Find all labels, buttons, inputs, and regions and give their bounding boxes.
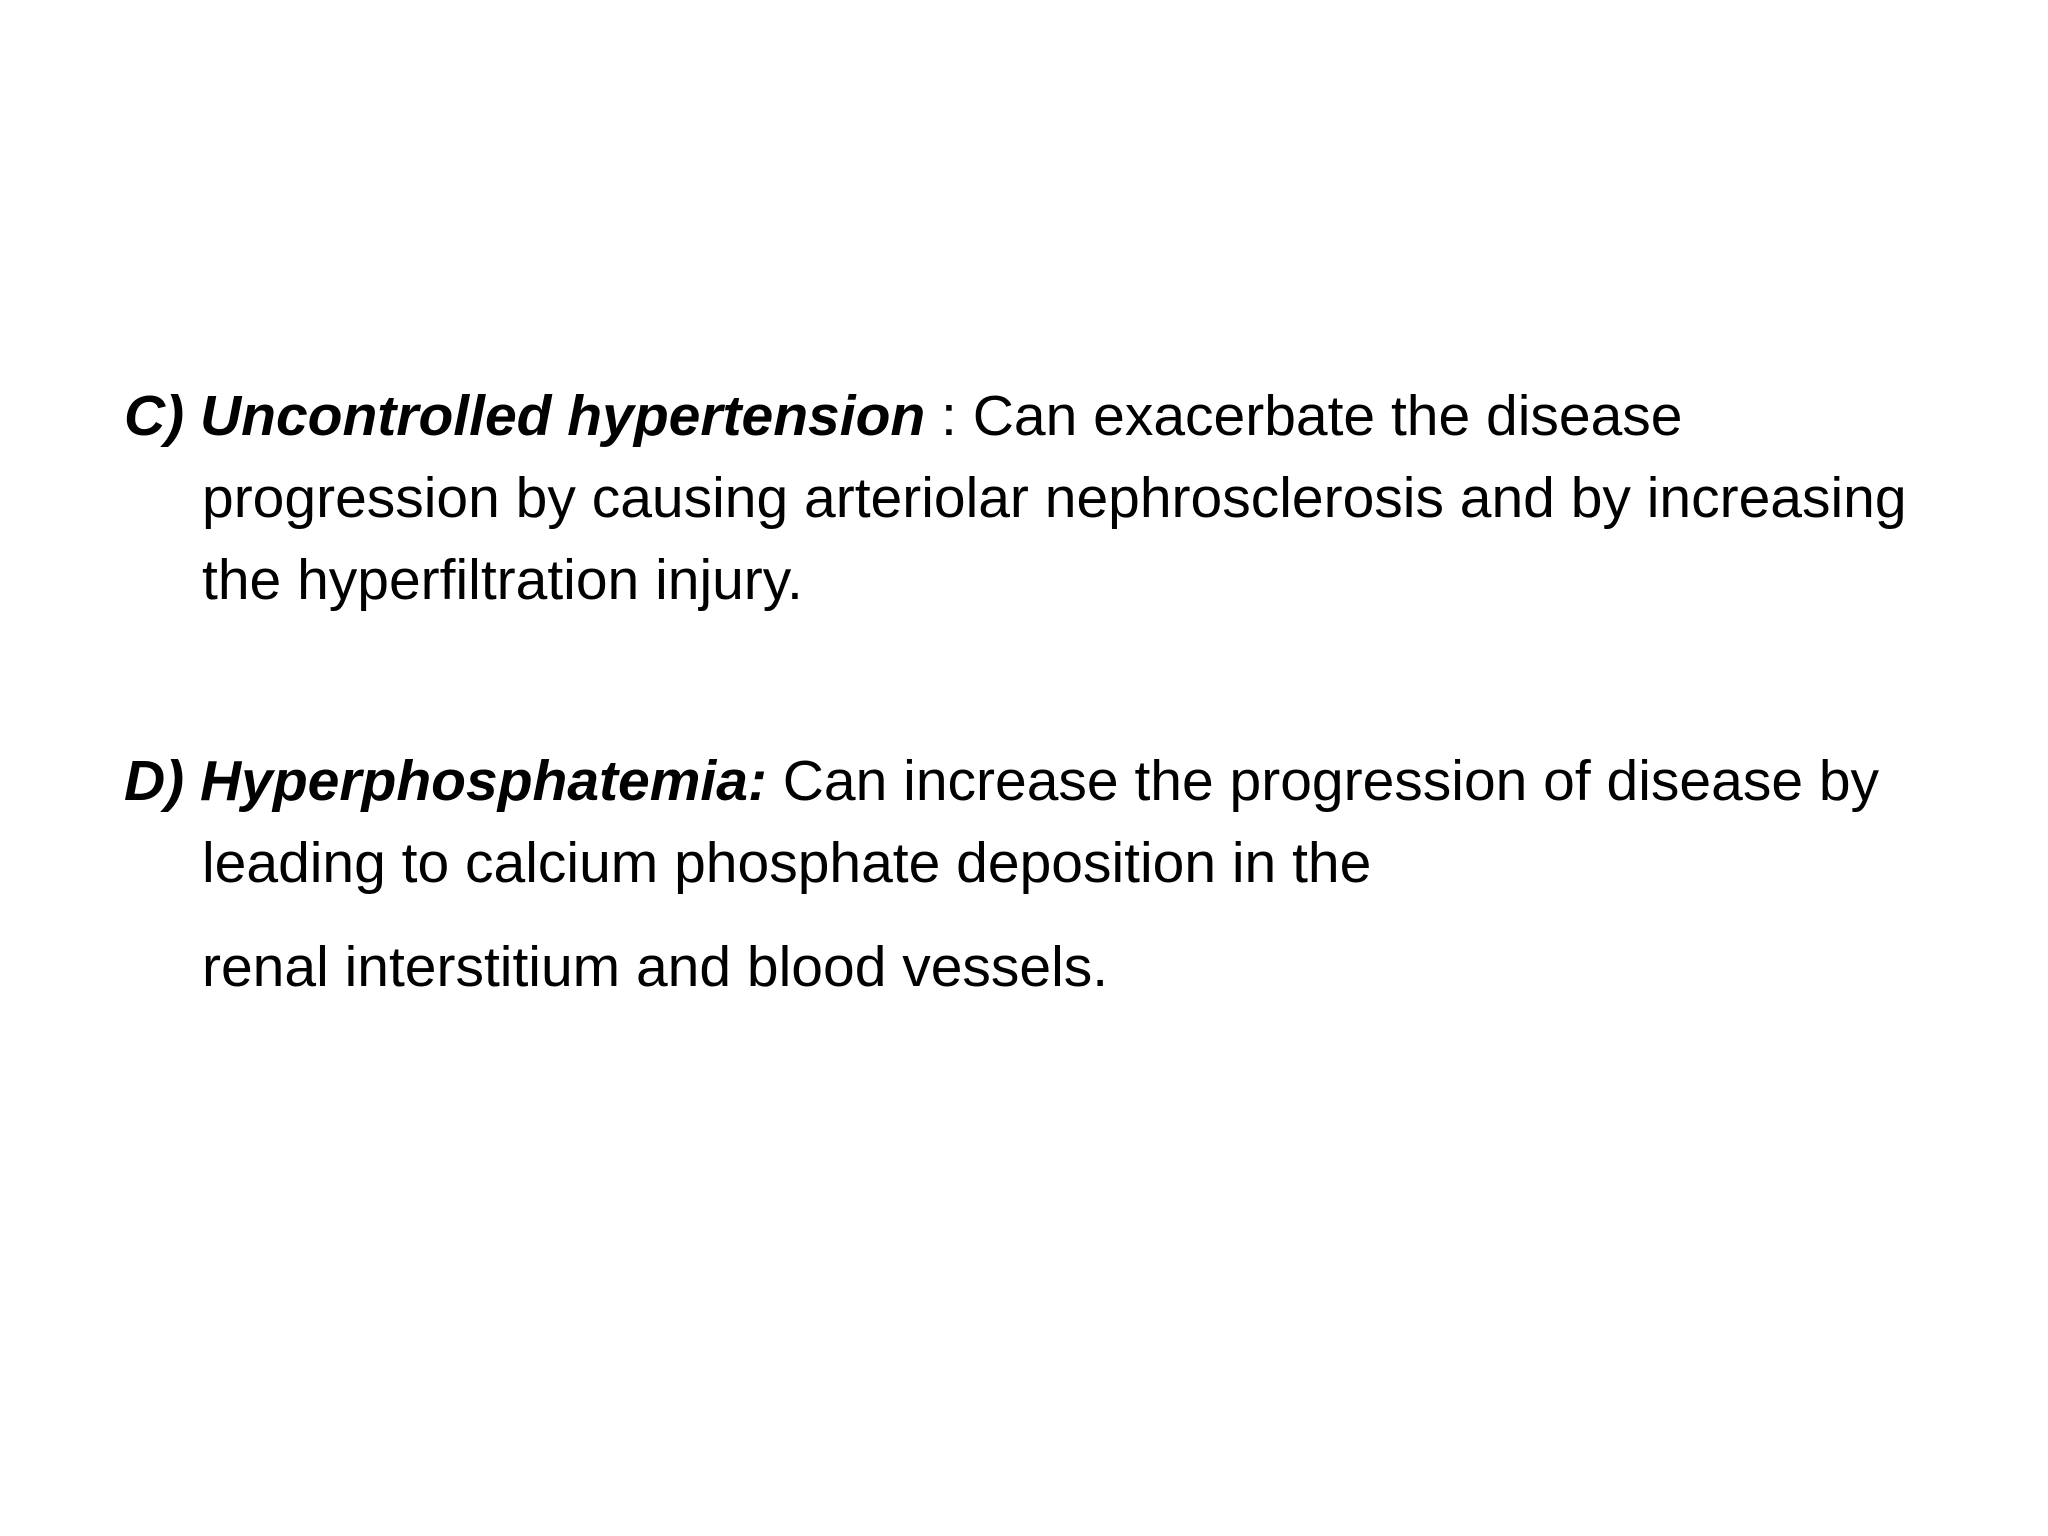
point-text-last-line: renal interstitium and blood vessels.	[202, 935, 1109, 999]
point-hyperphosphatemia	[124, 740, 1924, 1008]
point-text: : Can exacerbate the disease progression by causing arteriolar nephrosclerosis and by increasing the hyperfiltration injury.	[202, 384, 1907, 612]
point-term: C) Uncontrolled hypertension	[124, 384, 926, 448]
point-uncontrolled-hypertension	[124, 375, 1924, 621]
point-text: Can increase the progression of disease by leading to calcium phosphate deposition in the	[202, 749, 1880, 895]
point-term: D) Hyperphosphatemia:	[124, 749, 767, 813]
